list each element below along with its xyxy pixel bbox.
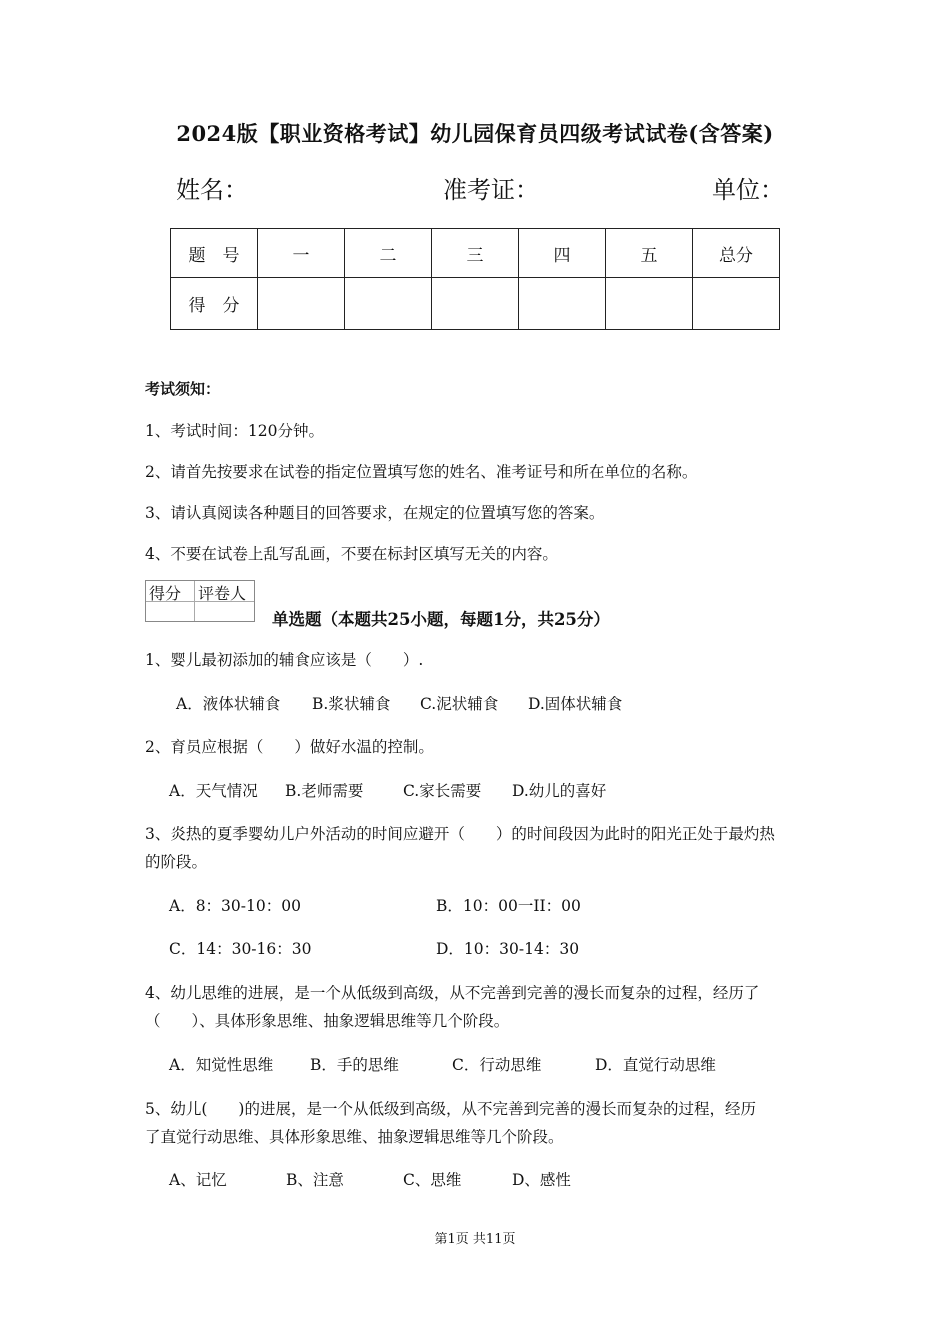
notice-item: 4、不要在试卷上乱写乱画，不要在标封区填写无关的内容。 bbox=[145, 545, 558, 563]
question-stem: 2、育员应根据（ ）做好水温的控制。 bbox=[145, 738, 434, 756]
grader-box bbox=[145, 580, 255, 622]
grader-box-score-label: 得分 bbox=[149, 584, 182, 603]
score-table-header-cell: 一 bbox=[258, 229, 345, 278]
question-option[interactable]: B．手的思维 bbox=[310, 1056, 399, 1074]
question-stem: 3、炎热的夏季婴幼儿户外活动的时间应避开（ ）的时间段因为此时的阳光正处于最灼热 bbox=[145, 825, 775, 843]
question-option[interactable]: A．液体状辅食 bbox=[176, 695, 281, 713]
score-table-header-cell: 三 bbox=[432, 229, 519, 278]
section-title: 单选题（本题共25小题，每题1分，共25分） bbox=[272, 610, 610, 629]
question-option[interactable]: D．直觉行动思维 bbox=[595, 1056, 716, 1074]
notice-item: 1、考试时间：120分钟。 bbox=[145, 422, 324, 440]
score-table bbox=[170, 228, 780, 330]
question-option[interactable]: C．行动思维 bbox=[452, 1056, 542, 1074]
question-option[interactable]: C．14：30-16：30 bbox=[169, 940, 312, 958]
score-cell[interactable] bbox=[258, 278, 345, 330]
question-stem: 5、幼儿( )的进展，是一个从低级到高级，从不完善到完善的漫长而复杂的过程，经历 bbox=[145, 1100, 756, 1118]
question-option[interactable]: C.泥状辅食 bbox=[420, 695, 499, 713]
question-option[interactable]: A．知觉性思维 bbox=[169, 1056, 274, 1074]
exam-title: 2024版【职业资格考试】幼儿园保育员四级考试试卷(含答案) bbox=[176, 121, 774, 146]
grader-box-divider bbox=[194, 581, 195, 621]
question-option[interactable]: C.家长需要 bbox=[403, 782, 482, 800]
page-footer: 第1页 共11页 bbox=[434, 1232, 516, 1247]
score-cell[interactable] bbox=[693, 278, 780, 330]
score-cell[interactable] bbox=[606, 278, 693, 330]
grader-box-grader-label: 评卷人 bbox=[198, 584, 247, 603]
score-table-header-cell: 四 bbox=[519, 229, 606, 278]
question-option[interactable]: C、思维 bbox=[403, 1171, 462, 1189]
score-table-header-cell: 二 bbox=[345, 229, 432, 278]
score-table-row-label: 得 分 bbox=[171, 278, 258, 330]
score-cell[interactable] bbox=[345, 278, 432, 330]
question-stem-continued: 了直觉行动思维、具体形象思维、抽象逻辑思维等几个阶段。 bbox=[145, 1128, 564, 1146]
notice-item: 3、请认真阅读各种题目的回答要求，在规定的位置填写您的答案。 bbox=[145, 504, 605, 522]
question-stem: 1、婴儿最初添加的辅食应该是（ ）. bbox=[145, 651, 424, 669]
question-stem-continued: 的阶段。 bbox=[145, 853, 208, 871]
score-table-score-row bbox=[171, 278, 780, 330]
score-cell[interactable] bbox=[519, 278, 606, 330]
score-table-header-cell: 五 bbox=[606, 229, 693, 278]
score-table-header-row bbox=[171, 229, 780, 278]
question-option[interactable]: B、注意 bbox=[286, 1171, 344, 1189]
score-cell[interactable] bbox=[432, 278, 519, 330]
notice-title: 考试须知： bbox=[145, 380, 221, 398]
question-option[interactable]: A、记忆 bbox=[169, 1171, 227, 1189]
notice-item: 2、请首先按要求在试卷的指定位置填写您的姓名、准考证号和所在单位的名称。 bbox=[145, 463, 698, 481]
exam-id-field-label: 准考证： bbox=[443, 176, 539, 204]
score-table-header-cell: 总分 bbox=[693, 229, 780, 278]
question-stem-continued: （ ）、具体形象思维、抽象逻辑思维等几个阶段。 bbox=[145, 1012, 510, 1030]
unit-field-label: 单位： bbox=[712, 176, 784, 204]
question-option[interactable]: B.老师需要 bbox=[285, 782, 364, 800]
question-option[interactable]: D、感性 bbox=[512, 1171, 571, 1189]
name-field-label: 姓名： bbox=[176, 176, 248, 204]
question-option[interactable]: D．10：30-14：30 bbox=[436, 940, 580, 958]
question-option[interactable]: A．天气情况 bbox=[169, 782, 258, 800]
question-option[interactable]: A．8：30-10：00 bbox=[169, 897, 301, 915]
question-stem: 4、幼儿思维的进展，是一个从低级到高级，从不完善到完善的漫长而复杂的过程，经历了 bbox=[145, 984, 760, 1002]
question-option[interactable]: D.幼儿的喜好 bbox=[512, 782, 607, 800]
score-table-header-cell: 题 号 bbox=[171, 229, 258, 278]
question-option[interactable]: B．10：00一II：00 bbox=[436, 897, 581, 915]
question-option[interactable]: B.浆状辅食 bbox=[312, 695, 391, 713]
question-option[interactable]: D.固体状辅食 bbox=[528, 695, 623, 713]
